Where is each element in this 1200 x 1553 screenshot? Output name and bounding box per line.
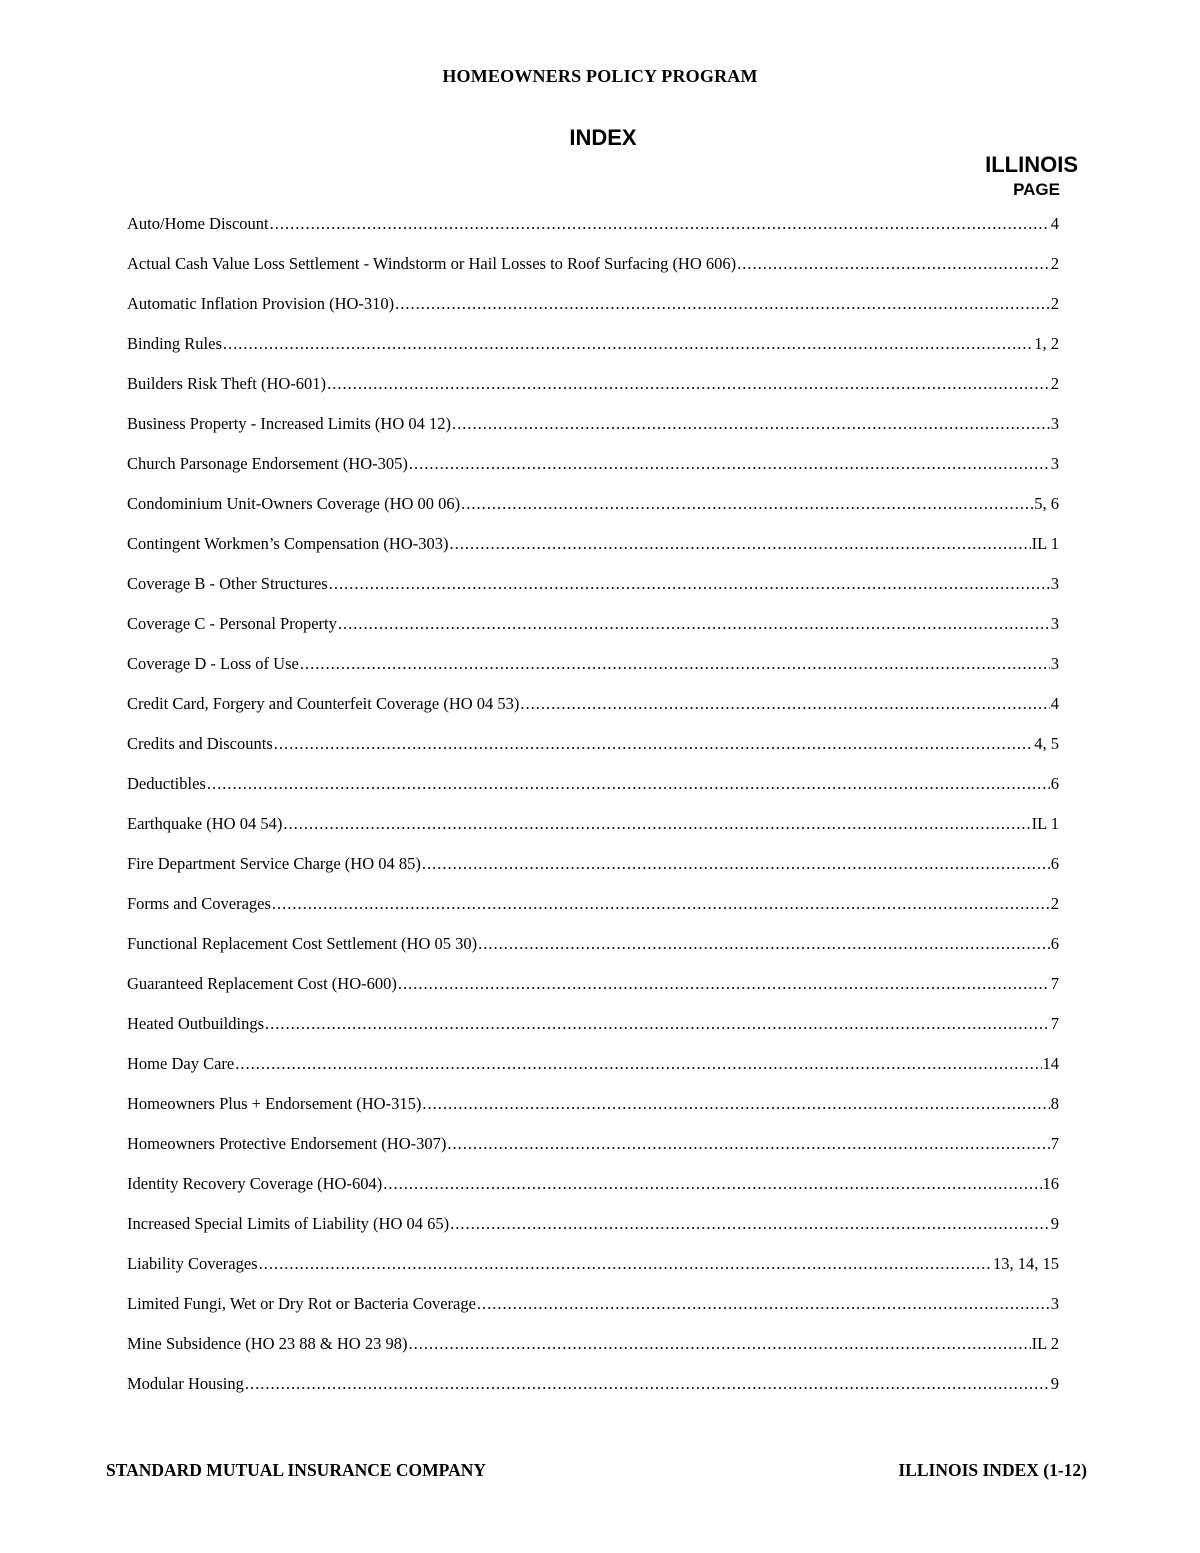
entry-page: 7: [1050, 974, 1059, 993]
entry-page: 6: [1050, 854, 1059, 873]
index-entry: [127, 1133, 1059, 1173]
entry-label: Forms and Coverages: [127, 894, 271, 913]
entry-page: 4: [1050, 694, 1059, 713]
entry-page: 3: [1050, 1294, 1059, 1313]
dot-leader: [235, 1053, 1041, 1075]
entry-label: Builders Risk Theft (HO-601): [127, 374, 327, 393]
entry-label: Automatic Inflation Provision (HO-310): [127, 294, 395, 313]
entry-page: 7: [1050, 1134, 1059, 1153]
index-entry: [127, 613, 1059, 653]
entry-label: Actual Cash Value Loss Settlement - Windstorm or Hail Losses to Roof Surfacing (HO 606): [127, 254, 737, 273]
entry-label: Increased Special Limits of Liability (HO 04 65): [127, 1214, 450, 1233]
entry-page: 2: [1050, 894, 1059, 913]
entry-label: Guaranteed Replacement Cost (HO-600): [127, 974, 397, 993]
entry-label: Church Parsonage Endorsement (HO-305): [127, 454, 408, 473]
index-entries-list: [127, 213, 1059, 1413]
entry-label: Home Day Care: [127, 1054, 235, 1073]
dot-leader: [338, 613, 1050, 635]
index-entry: [127, 573, 1059, 613]
index-entry: [127, 413, 1059, 453]
dot-leader: [478, 933, 1050, 955]
entry-label: Identity Recovery Coverage (HO-604): [127, 1174, 383, 1193]
entry-page: 7: [1050, 1014, 1059, 1033]
index-entry: [127, 893, 1059, 933]
index-entry: [127, 1253, 1059, 1293]
entry-page: 6: [1050, 774, 1059, 793]
dot-leader: [329, 573, 1050, 595]
dot-leader: [259, 1253, 992, 1275]
index-entry: [127, 933, 1059, 973]
dot-leader: [450, 1213, 1050, 1235]
page-column-label: PAGE: [1013, 180, 1060, 199]
entry-label: Mine Subsidence (HO 23 88 & HO 23 98): [127, 1334, 408, 1353]
entry-page: 4: [1050, 214, 1059, 233]
dot-leader: [477, 1293, 1050, 1315]
dot-leader: [270, 213, 1050, 235]
entry-label: Business Property - Increased Limits (HO 04 12): [127, 414, 451, 433]
entry-page: 3: [1050, 454, 1059, 473]
entry-label: Modular Housing: [127, 1374, 244, 1393]
entry-page: 4, 5: [1034, 734, 1059, 753]
entry-label: Homeowners Plus + Endorsement (HO-315): [127, 1094, 422, 1113]
dot-leader: [520, 693, 1049, 715]
entry-label: Credits and Discounts: [127, 734, 273, 753]
entry-label: Coverage C - Personal Property: [127, 614, 337, 633]
index-title: INDEX: [569, 125, 637, 150]
index-entry: [127, 333, 1059, 373]
dot-leader: [422, 853, 1050, 875]
index-entry: [127, 1293, 1059, 1333]
entry-page: 13, 14, 15: [993, 1254, 1059, 1273]
dot-leader: [383, 1173, 1041, 1195]
entry-page: 14: [1042, 1054, 1059, 1073]
index-entry: [127, 213, 1059, 253]
index-entry: [127, 813, 1059, 853]
entry-page: 3: [1050, 614, 1059, 633]
dot-leader: [274, 733, 1034, 755]
entry-label: Earthquake (HO 04 54): [127, 814, 283, 833]
dot-leader: [272, 893, 1050, 915]
index-entry: [127, 453, 1059, 493]
dot-leader: [265, 1013, 1050, 1035]
dot-leader: [461, 493, 1033, 515]
program-title: HOMEOWNERS POLICY PROGRAM: [442, 66, 758, 86]
footer-doc-id: ILLINOIS INDEX (1-12): [898, 1460, 1087, 1480]
dot-leader: [409, 453, 1050, 475]
index-entry: [127, 533, 1059, 573]
dot-leader: [327, 373, 1050, 395]
entry-label: Heated Outbuildings: [127, 1014, 265, 1033]
index-entry: [127, 493, 1059, 533]
dot-leader: [207, 773, 1050, 795]
entry-label: Credit Card, Forgery and Counterfeit Coverage (HO 04 53): [127, 694, 520, 713]
index-entry: [127, 853, 1059, 893]
dot-leader: [422, 1093, 1049, 1115]
entry-label: Coverage B - Other Structures: [127, 574, 328, 593]
index-entry: [127, 973, 1059, 1013]
state-title: ILLINOIS: [985, 152, 1078, 177]
entry-page: IL 1: [1031, 814, 1059, 833]
entry-label: Limited Fungi, Wet or Dry Rot or Bacteria Coverage: [127, 1294, 476, 1313]
entry-page: 3: [1050, 574, 1059, 593]
entry-label: Homeowners Protective Endorsement (HO-307): [127, 1134, 447, 1153]
index-entry: [127, 1373, 1059, 1413]
dot-leader: [452, 413, 1050, 435]
entry-page: 5, 6: [1034, 494, 1059, 513]
entry-page: 2: [1050, 254, 1059, 273]
dot-leader: [449, 533, 1030, 555]
index-entry: [127, 1173, 1059, 1213]
entry-page: 2: [1050, 294, 1059, 313]
index-entry: [127, 653, 1059, 693]
footer-company: STANDARD MUTUAL INSURANCE COMPANY: [106, 1460, 486, 1480]
entry-label: Coverage D - Loss of Use: [127, 654, 299, 673]
dot-leader: [737, 253, 1050, 275]
entry-page: 6: [1050, 934, 1059, 953]
index-entry: [127, 733, 1059, 773]
index-entry: [127, 373, 1059, 413]
entry-label: Condominium Unit-Owners Coverage (HO 00 06): [127, 494, 461, 513]
index-entry: [127, 1053, 1059, 1093]
index-entry: [127, 1013, 1059, 1053]
entry-label: Fire Department Service Charge (HO 04 85): [127, 854, 421, 873]
entry-label: Functional Replacement Cost Settlement (HO 05 30): [127, 934, 478, 953]
index-entry: [127, 1333, 1059, 1373]
entry-page: 16: [1042, 1174, 1059, 1193]
dot-leader: [283, 813, 1030, 835]
dot-leader: [398, 973, 1050, 995]
dot-leader: [395, 293, 1050, 315]
entry-page: 2: [1050, 374, 1059, 393]
entry-page: 1, 2: [1034, 334, 1059, 353]
index-entry: [127, 253, 1059, 293]
index-entry: [127, 293, 1059, 333]
dot-leader: [223, 333, 1033, 355]
entry-label: Deductibles: [127, 774, 206, 793]
dot-leader: [447, 1133, 1049, 1155]
index-entry: [127, 1093, 1059, 1133]
entry-label: Binding Rules: [127, 334, 222, 353]
entry-page: 3: [1050, 654, 1059, 673]
entry-label: Liability Coverages: [127, 1254, 258, 1273]
entry-label: Contingent Workmen’s Compensation (HO-303): [127, 534, 449, 553]
index-entry: [127, 1213, 1059, 1253]
entry-page: 3: [1050, 414, 1059, 433]
index-entry: [127, 773, 1059, 813]
entry-page: IL 1: [1031, 534, 1059, 553]
entry-page: IL 2: [1031, 1334, 1059, 1353]
entry-page: 8: [1050, 1094, 1059, 1113]
dot-leader: [300, 653, 1050, 675]
dot-leader: [245, 1373, 1050, 1395]
index-entry: [127, 693, 1059, 733]
dot-leader: [408, 1333, 1030, 1355]
entry-label: Auto/Home Discount: [127, 214, 269, 233]
entry-page: 9: [1050, 1214, 1059, 1233]
entry-page: 9: [1050, 1374, 1059, 1393]
